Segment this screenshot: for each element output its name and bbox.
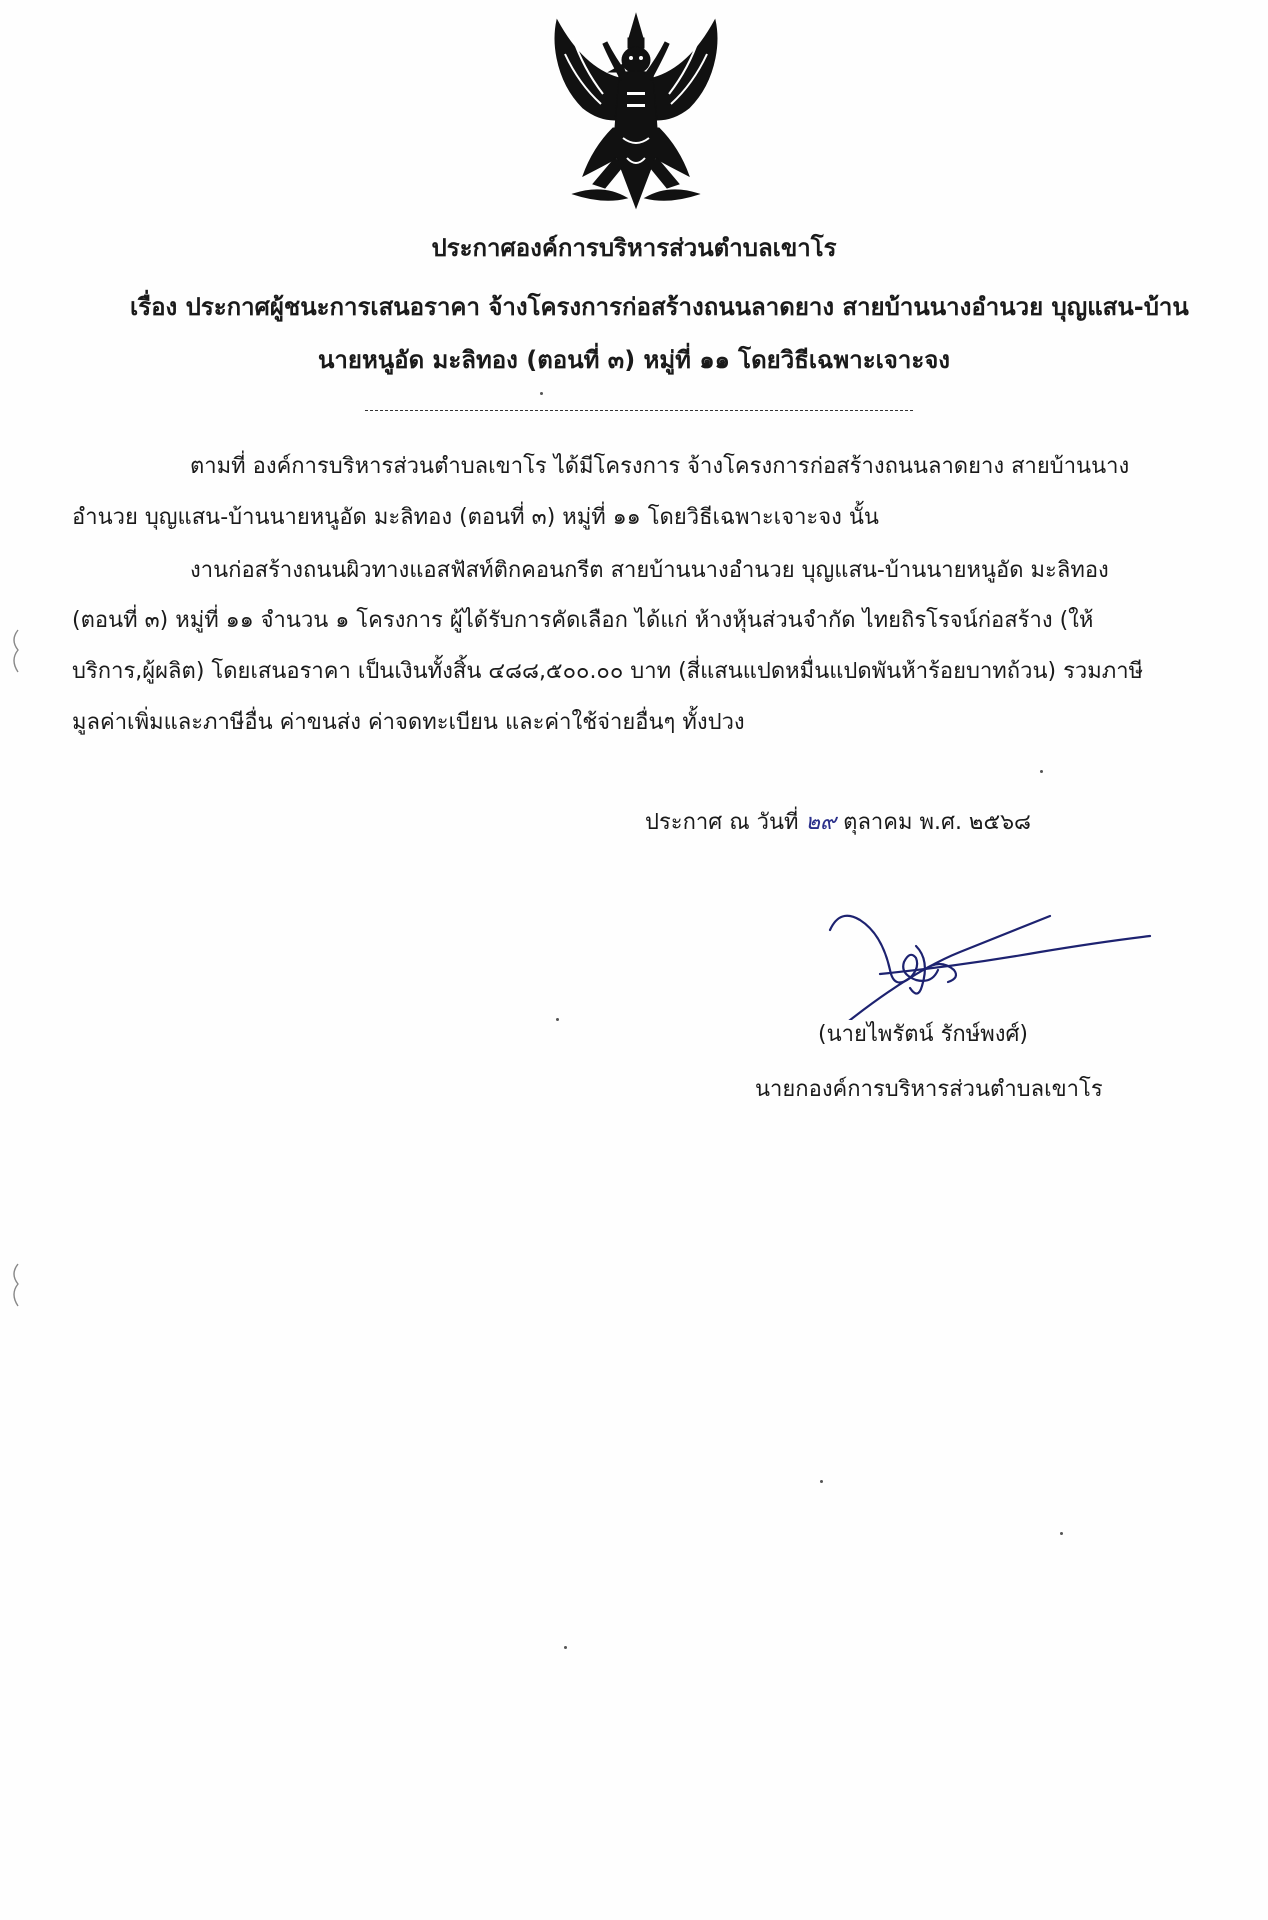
scan-speck: [1060, 1532, 1063, 1535]
announcement-subject-line-2: นายหนูอัด มะลิทอง (ตอนที่ ๓) หมู่ที่ ๑๑ โดยวิธีเฉพาะเจาะจง: [318, 346, 950, 374]
announcement-subject-line-1: เรื่อง ประกาศผู้ชนะการเสนอราคา จ้างโครงการก่อสร้างถนนลาดยาง สายบ้านนางอำนวย บุญแสน-บ้าน: [130, 293, 1189, 321]
paragraph-2-line-4: มูลค่าเพิ่มและภาษีอื่น ค่าขนส่ง ค่าจดทะเบียน และค่าใช้จ่ายอื่นๆ ทั้งปวง: [72, 710, 745, 735]
paragraph-1-line-1: ตามที่ องค์การบริหารส่วนตำบลเขาโร ได้มีโครงการ จ้างโครงการก่อสร้างถนนลาดยาง สายบ้านนาง: [190, 454, 1130, 479]
paragraph-2-line-2: (ตอนที่ ๓) หมู่ที่ ๑๑ จำนวน ๑ โครงการ ผู้ได้รับการคัดเลือก ได้แก่ ห้างหุ้นส่วนจำกัด ไทยถิรโรจน์ก่อสร้าง (ให้: [72, 608, 1094, 633]
announcement-date: [645, 808, 1031, 838]
signatory-position: นายกองค์การบริหารส่วนตำบลเขาโร: [755, 1077, 1103, 1102]
scan-speck: [1040, 770, 1043, 773]
scan-speck: [564, 1646, 567, 1649]
announcement-title: ประกาศองค์การบริหารส่วนตำบลเขาโร: [431, 234, 837, 262]
paragraph-1-line-2: อำนวย บุญแสน-บ้านนายหนูอัด มะลิทอง (ตอนที่ ๓) หมู่ที่ ๑๑ โดยวิธีเฉพาะเจาะจง นั้น: [72, 505, 879, 530]
date-prefix: ประกาศ ณ วันที่: [645, 810, 799, 835]
staple-mark-icon: [8, 628, 22, 676]
date-day: ๒๙: [805, 810, 837, 835]
scan-speck: [820, 1480, 823, 1483]
garuda-emblem-icon: [543, 8, 729, 216]
signatory-name: (นายไพรัตน์ รักษ์พงศ์): [818, 1022, 1028, 1047]
handwritten-signature: [820, 900, 1160, 1020]
paragraph-2-line-3: บริการ,ผู้ผลิต) โดยเสนอราคา เป็นเงินทั้งสิ้น ๔๘๘,๕๐๐.๐๐ บาท (สี่แสนแปดหมื่นแปดพันห้าร้อยบาทถ้วน) รวมภาษี: [72, 659, 1144, 684]
scan-speck: [556, 1018, 559, 1021]
paragraph-2-line-1: งานก่อสร้างถนนผิวทางแอสฟัสท์ติกคอนกรีต สายบ้านนางอำนวย บุญแสน-บ้านนายหนูอัด มะลิทอง: [190, 558, 1109, 583]
scan-speck: [540, 392, 543, 395]
staple-mark-icon: [8, 1262, 22, 1310]
title-separator: [365, 410, 913, 411]
date-month-year: ตุลาคม พ.ศ. ๒๕๖๘: [843, 810, 1032, 835]
